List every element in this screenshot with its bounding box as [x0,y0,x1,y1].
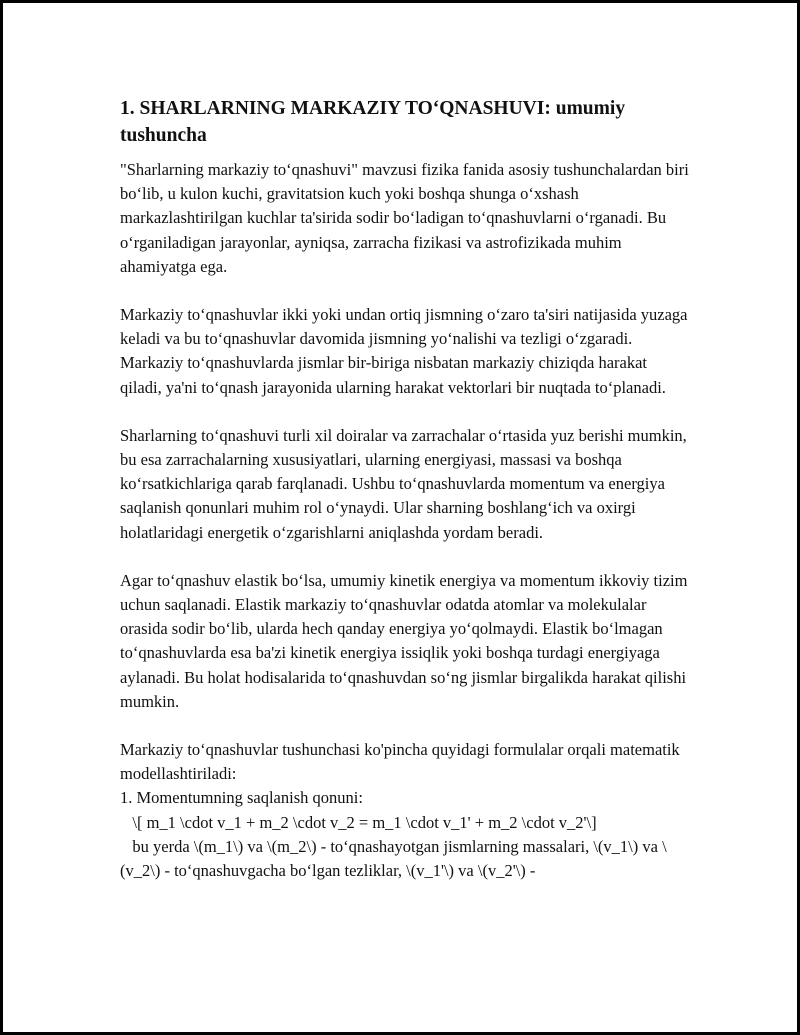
paragraph-3: Sharlarning to‘qnashuvi turli xil doiralar va zarrachalar o‘rtasida yuz berishi mumkin, bu esa zarrachalarning xususiyatlari, ularning energiyasi, massasi va boshqa ko‘rsatkichlariga qarab farqlanadi. Ushbu to‘qnashuvlarda momentum va energiya saqlanish qonunlari muhim rol o‘ynaydi. Ular sharning boshlang‘ich va oxirgi holatlaridagi energetik o‘zgarishlarni aniqlashda yordam beradi. [120,425,687,542]
list-item-momentum: 1. Momentumning saqlanish qonuni: [120,788,363,808]
document-body [120,95,690,883]
paragraph-4: Agar to‘qnashuv elastik bo‘lsa, umumiy kinetik energiya va momentum ikkoviy tizim uchun saqlanadi. Elastik markaziy to‘qnashuvlar odatda atomlar va molekulalar orasida sodir bo‘lib, ularda hech qanday energiya yo‘qolmaydi. Elastik bo‘lmagan to‘qnashuvlarda esa ba'zi kinetik energiya issiqlik yoki boshqa turdagi energiyaga aylanadi. Bu holat hodisalarida to‘qnashuvdan so‘ng jismlar birgalikda harakat qilishi mumkin. [120,570,688,711]
paragraph-2: Markaziy to‘qnashuvlar ikki yoki undan ortiq jismning o‘zaro ta'siri natijasida yuzaga keladi va bu to‘qnashuvlar davomida jismning yo‘nalishi va tezligi o‘zgaradi. Markaziy to‘qnashuvlarda jismlar bir-biriga nisbatan markaziy chiziqda harakat qiladi, ya'ni to‘qnash jarayonida ularning harakat vektorlari bir nuqtada to‘planadi. [120,305,688,397]
formula-section [120,738,690,883]
momentum-formula: \[ m_1 \cdot v_1 + m_2 \cdot v_2 = m_1 \cdot v_1' + m_2 \cdot v_2'\] [120,812,597,832]
formula-explanation: bu yerda \(m_1\) va \(m_2\) - to‘qnashayotgan jismlarning massalari, \(v_1\) va \(v_2\) - to‘qnashuvgacha bo‘lgan tezliklar, \(v_1'\) va \(v_2'\) - [120,836,667,881]
formula-intro: Markaziy to‘qnashuvlar tushunchasi ko'pincha quyidagi formulalar orqali matematik modellashtiriladi: [120,740,684,784]
section-title: 1. SHARLARNING MARKAZIY TO‘QNASHUVI: umumiy tushuncha [120,98,626,146]
paragraph-1: "Sharlarning markaziy to‘qnashuvi" mavzusi fizika fanida asosiy tushunchalardan biri bo‘lib, u kulon kuchi, gravitatsion kuch yoki boshqa shunga o‘xshash markazlashtirilgan kuchlar ta'sirida sodir bo‘ladigan to‘qnashuvlarni o‘rganadi. Bu o‘rganiladigan jarayonlar, ayniqsa, zarracha fizikasi va astrofizikada muhim ahamiyatga ega. [120,160,689,276]
